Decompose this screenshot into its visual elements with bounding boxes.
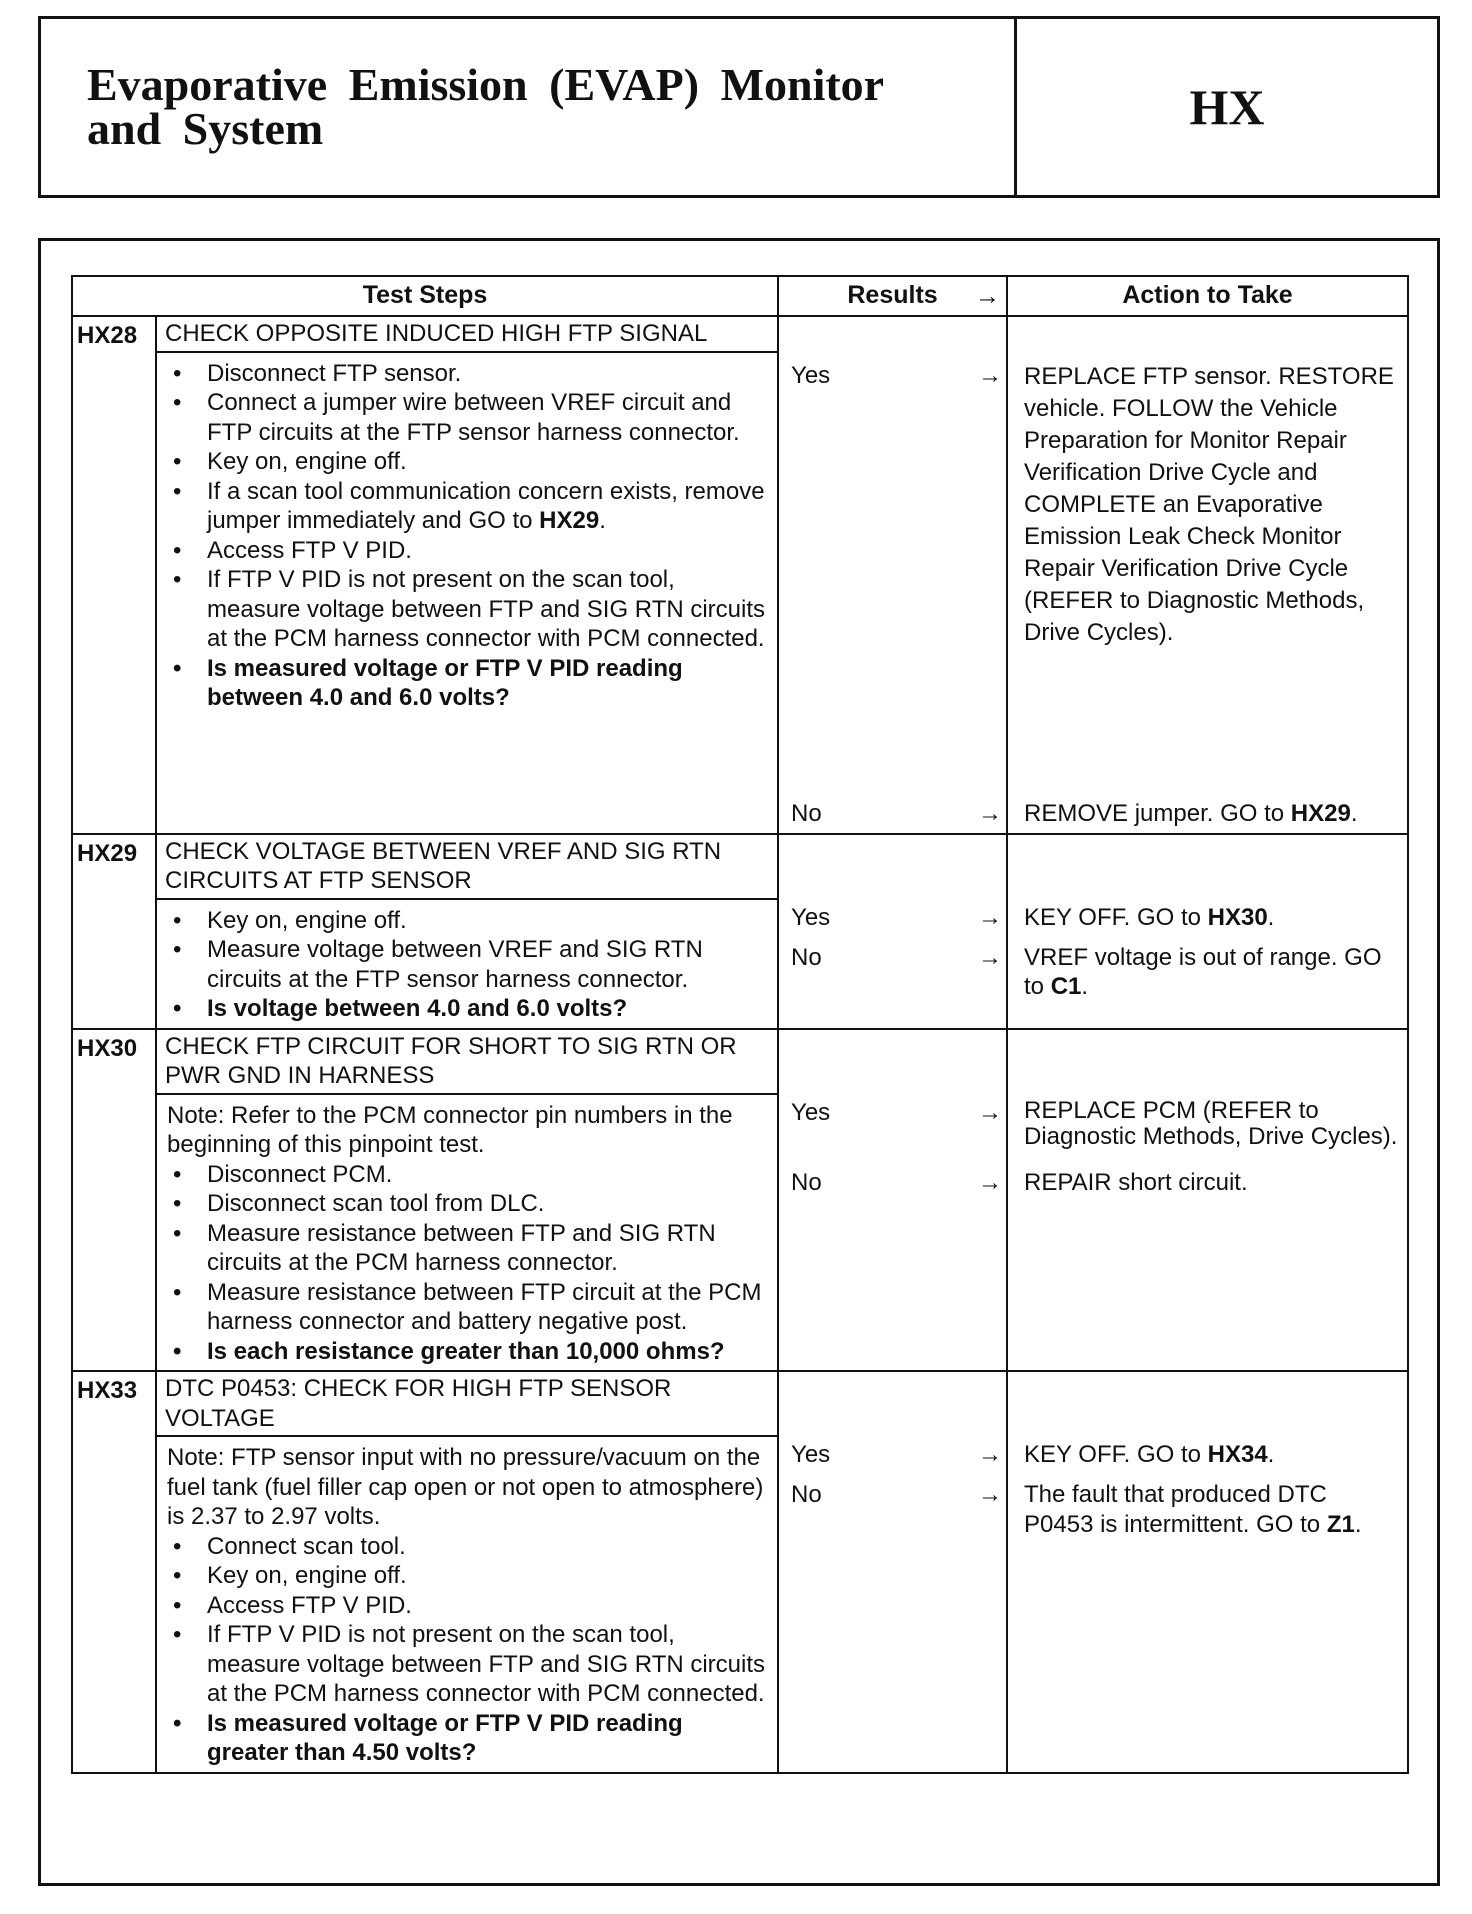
arrow-icon: →	[978, 943, 1003, 971]
result-yes	[779, 361, 1006, 391]
step-reference: C1	[1050, 973, 1082, 1000]
list-item: • Connect a jumper wire between VREF circuit and FTP circuits at the FTP sensor harness connector.	[167, 388, 767, 447]
action-no-text: REMOVE jumper. GO to	[1024, 800, 1291, 827]
step-reference: HX29	[539, 507, 600, 534]
result-yes	[779, 1440, 1006, 1470]
results-cell	[778, 1029, 1007, 1372]
results-cell	[778, 834, 1007, 1029]
column-header-results	[778, 276, 1007, 316]
arrow-icon: →	[978, 1168, 1003, 1196]
result-yes-label: Yes	[791, 903, 831, 931]
result-no-label: No	[791, 1481, 822, 1508]
result-yes-label: Yes	[791, 1441, 831, 1468]
step-reference: HX30	[1207, 903, 1268, 931]
question-item: • Is each resistance greater than 10,000 ohms?	[167, 1337, 767, 1367]
results-cell	[778, 316, 1007, 834]
result-no-label: No	[791, 943, 822, 971]
question-item: • Is measured voltage or FTP V PID reading between 4.0 and 6.0 volts?	[167, 654, 767, 713]
column-header-test-steps: Test Steps	[72, 276, 778, 316]
table-row	[72, 834, 1408, 1029]
table-header-row	[72, 276, 1408, 316]
result-yes	[779, 903, 1006, 933]
action-yes: KEY OFF. GO to HX30.	[1024, 903, 1275, 931]
action-yes: REPLACE PCM (REFER to Diagnostic Methods, Drive Cycles).	[1024, 1096, 1398, 1150]
pinpoint-test-table	[71, 275, 1409, 1774]
step-code: HX28	[72, 316, 156, 834]
list-item: • If a scan tool communication concern exists, remove jumper immediately and GO to HX29.	[167, 477, 767, 536]
list-item: • Key on, engine off.	[167, 1561, 767, 1591]
action-yes-text: KEY OFF. GO to	[1024, 1441, 1208, 1468]
step-body	[157, 1435, 777, 1772]
action-yes: REPLACE FTP sensor. RESTORE vehicle. FOLLOW the Vehicle Preparation for Monitor Repair Verification Drive Cycle and COMPLETE an Evaporative Emission Leak Check Monitor Repair Verification Drive Cycle (REFER to Diagnostic Methods, Drive Cycles).	[1024, 363, 1394, 646]
result-yes-label: Yes	[791, 1098, 831, 1126]
result-no-label: No	[791, 799, 822, 827]
step-note: Note: FTP sensor input with no pressure/vacuum on the fuel tank (fuel filler cap open or not open to atmosphere) is 2.37 to 2.97 volts.	[167, 1444, 764, 1530]
action-cell	[1007, 834, 1408, 1029]
list-item: • If FTP V PID is not present on the scan tool, measure voltage between FTP and SIG RTN circuits at the PCM harness connector with PCM connected.	[167, 1620, 767, 1709]
step-body	[157, 351, 777, 833]
question-item: • Is measured voltage or FTP V PID reading greater than 4.50 volts?	[167, 1709, 767, 1768]
list-item: • Connect scan tool.	[167, 1532, 767, 1562]
step-title: CHECK FTP CIRCUIT FOR SHORT TO SIG RTN OR PWR GND IN HARNESS	[165, 1032, 737, 1089]
action-no: REPAIR short circuit.	[1024, 1168, 1248, 1196]
step-content	[156, 1029, 778, 1372]
question-item: • Is voltage between 4.0 and 6.0 volts?	[167, 994, 767, 1024]
page-header	[38, 16, 1440, 198]
results-cell	[778, 1371, 1007, 1773]
result-no	[779, 799, 1006, 829]
arrow-icon: →	[975, 282, 1001, 310]
list-item-text: If a scan tool communication concern exists, remove jumper immediately and GO to	[207, 477, 765, 534]
list-item: • Key on, engine off.	[167, 906, 767, 936]
arrow-icon: →	[978, 799, 1003, 827]
result-yes	[779, 1098, 1006, 1128]
arrow-icon: →	[978, 362, 1003, 389]
step-content	[156, 834, 778, 1029]
list-item: • If FTP V PID is not present on the scan tool, measure voltage between FTP and SIG RTN circuits at the PCM harness connector with PCM connected.	[167, 565, 767, 654]
action-no: VREF voltage is out of range. GO to C1.	[1024, 943, 1382, 1000]
list-item: • Access FTP V PID.	[167, 536, 767, 566]
list-item: • Measure resistance between FTP circuit at the PCM harness connector and battery negative post.	[167, 1278, 767, 1337]
page-title	[41, 19, 1017, 195]
result-no	[779, 943, 1006, 973]
action-cell	[1007, 1029, 1408, 1372]
table-row	[72, 316, 1408, 834]
arrow-icon: →	[978, 1098, 1003, 1126]
table-row	[72, 1371, 1408, 1773]
section-code: HX	[1189, 79, 1265, 135]
result-yes-label: Yes	[791, 362, 831, 389]
list-item: • Disconnect scan tool from DLC.	[167, 1189, 767, 1219]
test-table-frame	[38, 238, 1440, 1886]
step-content	[156, 1371, 778, 1773]
step-code: HX30	[72, 1029, 156, 1372]
action-no-text: VREF voltage is out of range. GO to	[1024, 943, 1382, 1000]
result-no	[779, 1480, 1006, 1510]
result-no-label: No	[791, 1168, 822, 1196]
table-row	[72, 1029, 1408, 1372]
column-header-action: Action to Take	[1007, 276, 1408, 316]
step-content	[156, 316, 778, 834]
step-title: CHECK OPPOSITE INDUCED HIGH FTP SIGNAL	[165, 320, 708, 347]
action-no: REMOVE jumper. GO to HX29.	[1024, 800, 1358, 827]
list-item: • Measure voltage between VREF and SIG RTN circuits at the FTP sensor harness connector.	[167, 935, 767, 994]
list-item: • Measure resistance between FTP and SIG RTN circuits at the PCM harness connector.	[167, 1219, 767, 1278]
step-code: HX33	[72, 1371, 156, 1773]
arrow-icon: →	[978, 1481, 1003, 1508]
step-reference: Z1	[1326, 1510, 1355, 1538]
action-yes-text: KEY OFF. GO to	[1024, 903, 1208, 931]
arrow-icon: →	[978, 903, 1003, 931]
step-title: DTC P0453: CHECK FOR HIGH FTP SENSOR VOLTAGE	[165, 1375, 672, 1432]
step-title: CHECK VOLTAGE BETWEEN VREF AND SIG RTN CIRCUITS AT FTP SENSOR	[165, 837, 722, 894]
step-reference: HX34	[1207, 1441, 1268, 1468]
page-title-line1: Evaporative Emission (EVAP) Monitor	[87, 59, 885, 110]
action-no-text: The fault that produced DTC P0453 is intermittent. GO to	[1024, 1481, 1327, 1538]
list-item: • Access FTP V PID.	[167, 1591, 767, 1621]
list-item: • Disconnect FTP sensor.	[167, 359, 767, 389]
step-body	[157, 1093, 777, 1371]
action-cell	[1007, 316, 1408, 834]
step-reference: HX29	[1290, 800, 1351, 827]
arrow-icon: →	[978, 1441, 1003, 1468]
action-cell	[1007, 1371, 1408, 1773]
action-no: The fault that produced DTC P0453 is intermittent. GO to Z1.	[1024, 1481, 1362, 1538]
step-code: HX29	[72, 834, 156, 1029]
step-note: Note: Refer to the PCM connector pin numbers in the beginning of this pinpoint test.	[167, 1101, 733, 1158]
list-item: • Key on, engine off.	[167, 447, 767, 477]
list-item: • Disconnect PCM.	[167, 1160, 767, 1190]
step-body	[157, 898, 777, 1028]
result-no	[779, 1168, 1006, 1198]
page-title-line2: and System	[87, 103, 324, 154]
action-yes: KEY OFF. GO to HX34.	[1024, 1441, 1275, 1468]
results-header-label: Results	[847, 281, 938, 310]
